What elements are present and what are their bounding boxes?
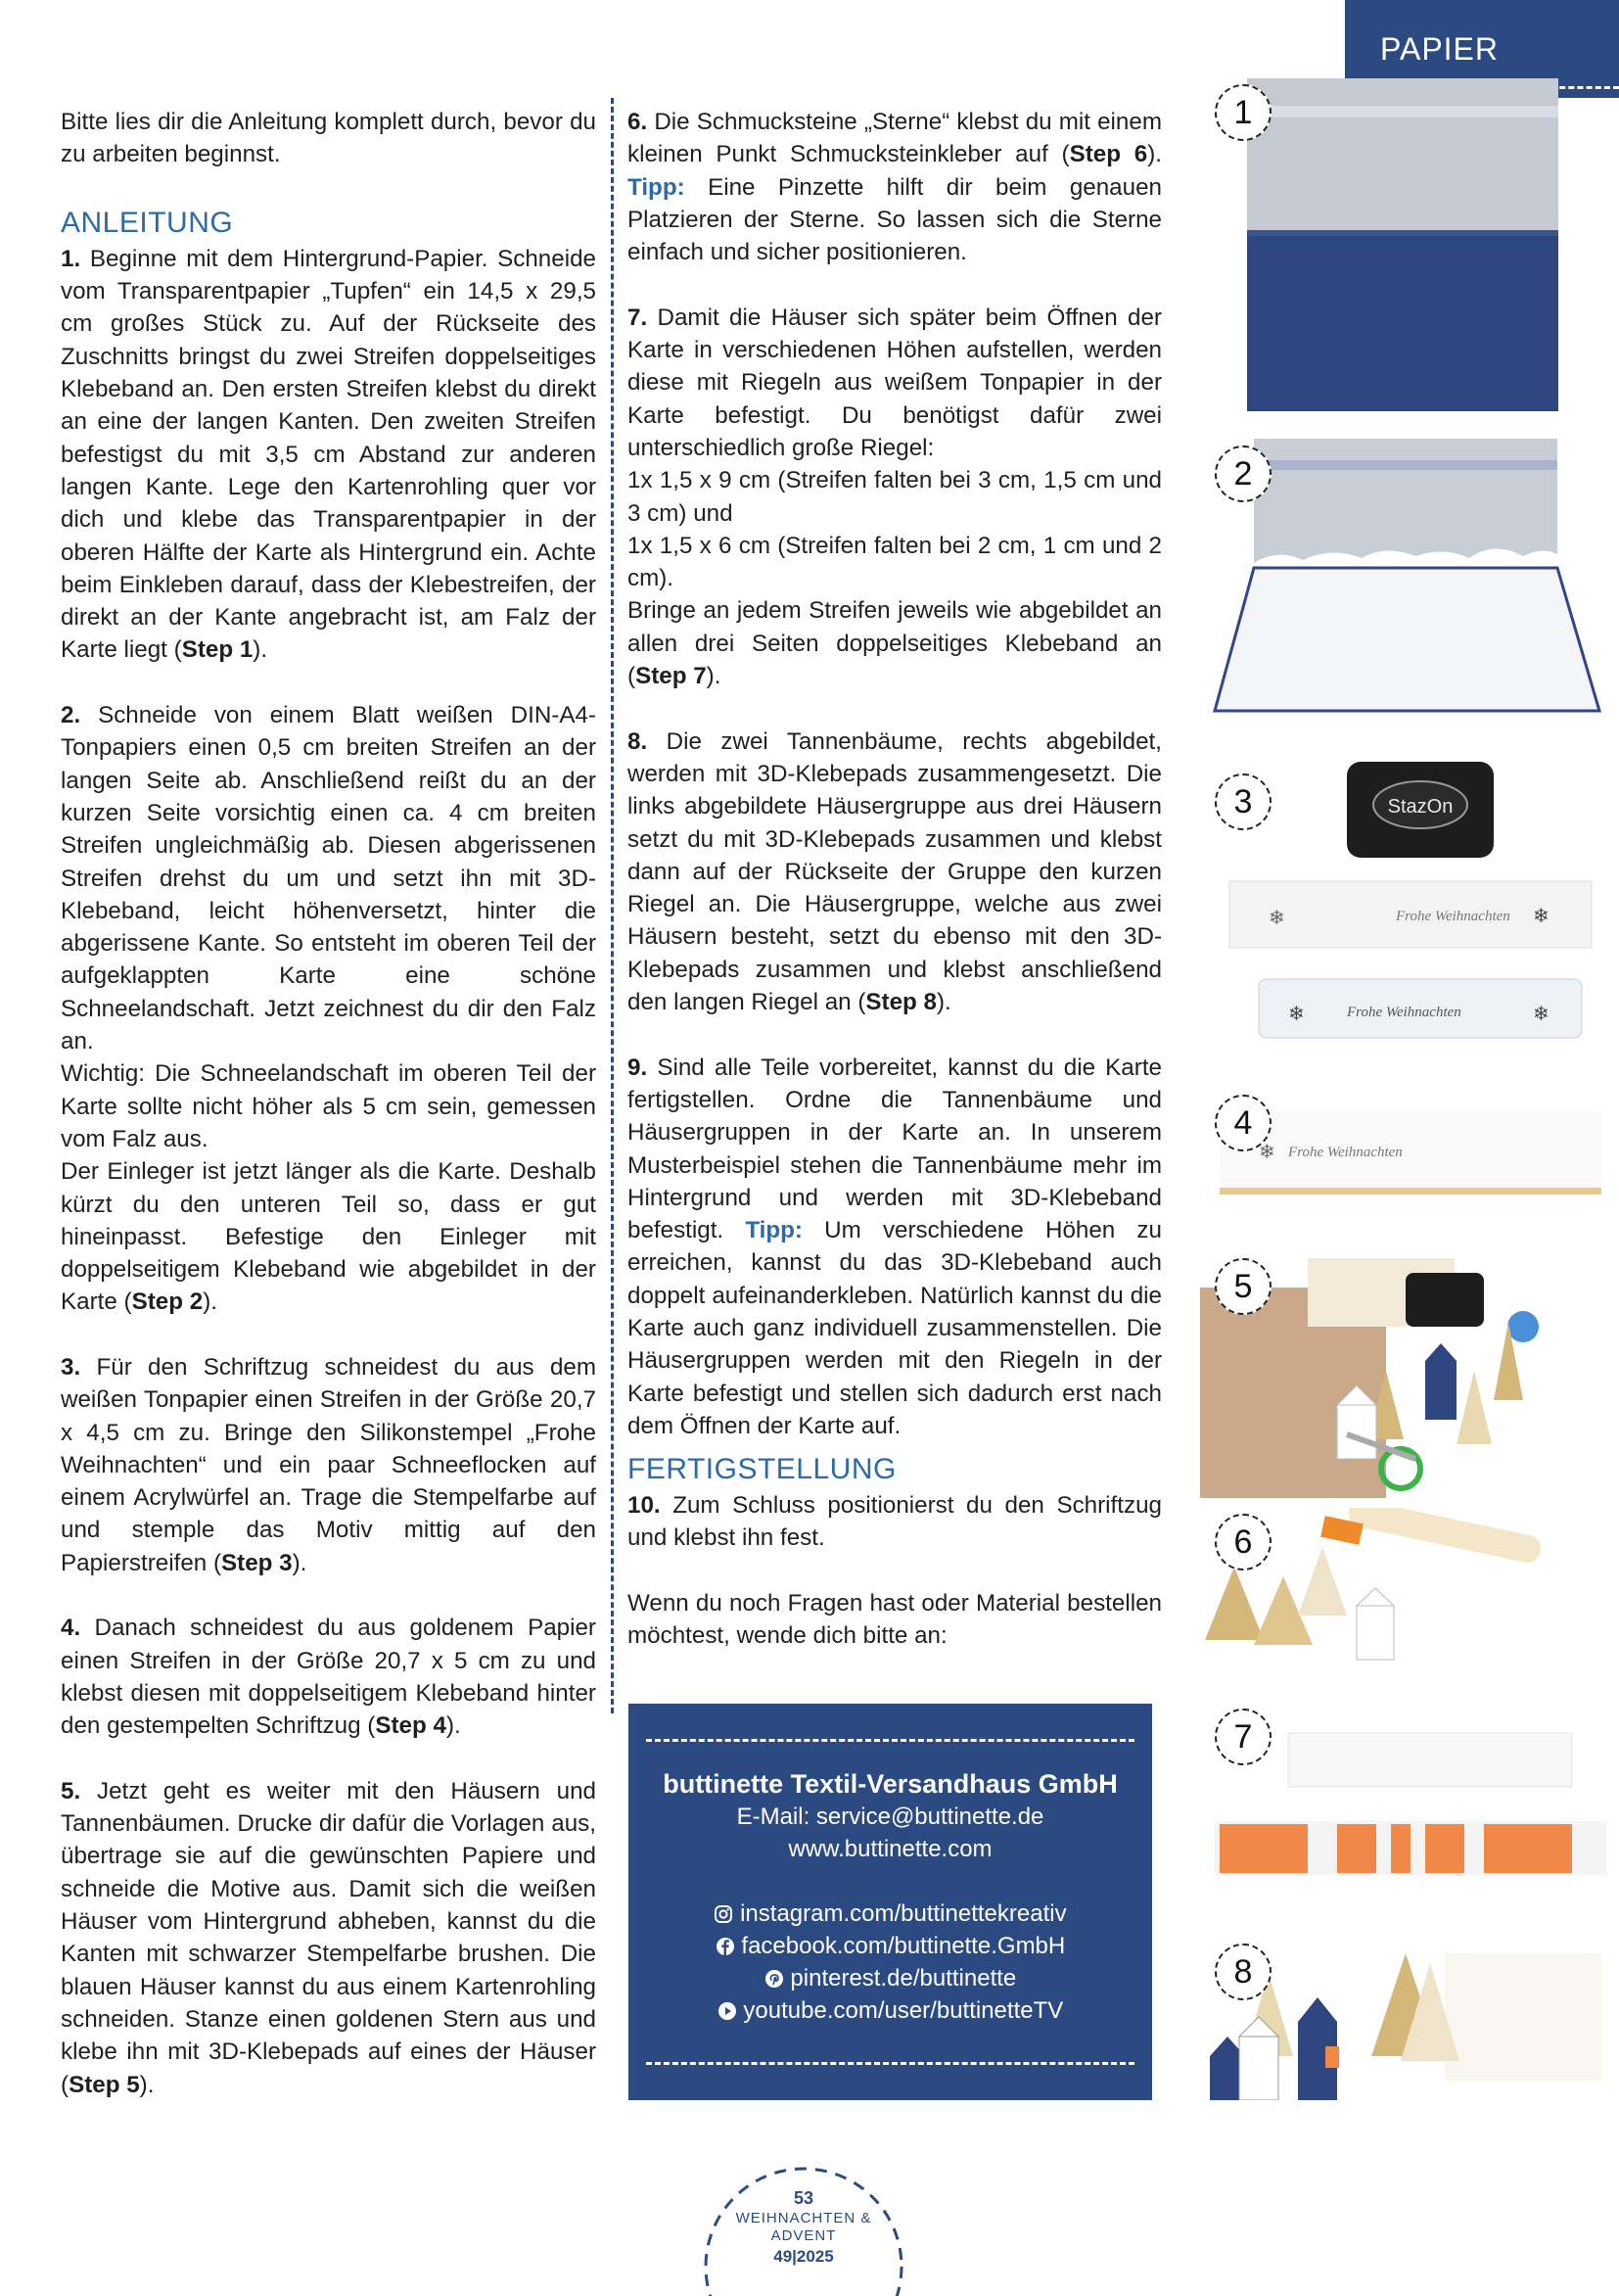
step-2-text-end: Der Einleger ist jetzt länger als die Karte. Deshalb kürzt du den unteren Teil so, dass er gut hineinpasst. Befestige den Einleger mit doppelseitigem Klebeband wie abgebildet in der Karte (Step 2). [61, 1158, 596, 1316]
pinterest-icon [764, 1969, 784, 1989]
step-badge: 5 [1215, 1258, 1272, 1315]
svg-text:❄: ❄ [1288, 1004, 1305, 1025]
contact-company: buttinette Textil-Versandhaus GmbH [663, 1769, 1118, 1799]
step-5-text: 5. Jetzt geht es weiter mit den Häusern und Tannenbäumen. Drucke dir dafür die Vorlagen aus, übertrage sie auf die gewünschten Papiere und schneide die Motive aus. Damit sich die weißen Häuser vom Hintergrund abheben, kannst du die Kanten mit schwarzer Stempelfarbe brushen. Die blauen Häuser kannst du aus einem Kartenrohling schneiden. Stanze einen goldenen Stern aus und klebe ihn mit 3D-Klebepads auf eines der Häuser (Step 5). [61, 1777, 596, 2098]
contact-pinterest[interactable]: pinterest.de/buttinette [628, 1962, 1152, 1994]
magazine-title-line2: ADVENT [770, 2227, 837, 2244]
step-badge: 3 [1215, 773, 1272, 830]
ink-brand-label: StazOn [1387, 796, 1454, 818]
step-1-text: 1. Beginne mit dem Hintergrund-Papier. Schneide vom Transparentpapier „Tupfen“ ein 14,5 x 29,5 cm großes Stück zu. Auf der Rückseite des Zuschnitts bringst du zwei Streifen doppelseitiges Klebeband an. Den ersten Streifen klebst du direkt an eine der langen Kanten. Den zweiten Streifen befestigst du mit 3,5 cm Abstand zur anderen langen Kante. Lege den Kartenrohling quer vor dich und klebe das Transparentpapier in der oberen Hälfte der Karte als Hintergrund ein. Achte beim Einkleben darauf, dass der Klebestreifen, der direkt an der Kante angebracht ist, am Falz der Karte liegt (Step 1). [61, 245, 596, 664]
step-1-photo [1200, 69, 1611, 416]
contact-intro: Wenn du noch Fragen hast oder Material bestellen möchtest, wende dich bitte an: [627, 1590, 1162, 1650]
stamp-text-2: Frohe Weihnachten [1347, 1005, 1461, 1020]
step-4-photo [1200, 1092, 1611, 1199]
step-badge: 2 [1215, 445, 1272, 502]
contact-email[interactable]: E-Mail: service@buttinette.de [736, 1804, 1044, 1830]
svg-text:❄: ❄ [1259, 1142, 1275, 1163]
step-7-line-2: 1x 1,5 x 6 cm (Streifen falten bei 2 cm, 1 cm und 2 cm). [627, 532, 1162, 592]
left-column [61, 106, 596, 2101]
step-2-photo [1200, 431, 1611, 725]
svg-text:❄: ❄ [1533, 906, 1550, 927]
page-footer [697, 2149, 910, 2296]
step-9-text: 9. Sind alle Teile vorbereitet, kannst du die Karte fertigstellen. Ordne die Tannenbäume und Häusergruppen in der Karte an. In unserem Musterbeispiel stehen die Tannenbäume mehr im Hintergrund und werden mit 3D-Klebeband befestigt. Tipp: Um verschiedene Höhen zu erreichen, kannst du das 3D-Klebeband auch doppelt aufeinanderkleben. Natürlich kannst du die Karte auch ganz individuell zusammenstellen. Die Häusergruppen werden mit den Riegeln in der Karte befestigt und stellen sich dadurch erst nach dem Öffnen der Karte auf. [627, 1054, 1162, 1439]
step-badge: 8 [1215, 1944, 1272, 2000]
issue-number: 49|2025 [773, 2247, 834, 2266]
finishing-heading: FERTIGSTELLUNG [627, 1453, 897, 1486]
svg-text:❄: ❄ [1533, 1004, 1550, 1025]
magazine-title-line1: WEIHNACHTEN & [735, 2210, 872, 2226]
step-7-text-end: Bringe an jedem Streifen jeweils wie abgebildet an allen drei Seiten doppelseitiges Klebeband an (Step 7). [627, 597, 1162, 690]
step-2-note: Wichtig: Die Schneelandschaft im oberen Teil der Karte sollte nicht höher als 5 cm sein, gemessen vom Falz aus. [61, 1060, 596, 1152]
step-badge: 7 [1215, 1709, 1272, 1765]
stamp-text-1: Frohe Weihnachten [1396, 909, 1510, 924]
step-6-photo [1200, 1508, 1611, 1674]
page-number: 53 [793, 2188, 814, 2208]
instructions-heading: ANLEITUNG [61, 206, 234, 239]
contact-dash-top [646, 1739, 1134, 1742]
contact-dash-bottom [646, 2062, 1134, 2065]
contact-box [628, 1704, 1152, 2100]
contact-facebook[interactable]: facebook.com/buttinette.GmbH [628, 1930, 1152, 1962]
step-4-text: 4. Danach schneidest du aus goldenem Papier einen Streifen in der Größe 20,7 x 5 cm zu und klebst diesen mit doppelseitigem Klebeband hinter den gestempelten Schriftzug (Step 4). [61, 1615, 596, 1740]
step-2-text: 2. Schneide von einem Blatt weißen DIN-A4-Tonpapiers einen 0,5 cm breiten Streifen an der langen Seite ab. Anschließend reißt du an der kurzen Seite vorsichtig einen ca. 4 cm breiten Streifen ungleichmäßig ab. Diesen abgerissenen Streifen drehst du um und setzt ihn mit 3D-Klebeband, leicht höhenversetzt, hinter die abgerissene Kante. So entsteht im oberen Teil der aufgeklappten Karte eine schöne Schneelandschaft. Jetzt zeichnest du dir den Falz an. [61, 702, 596, 1055]
step-7-line-1: 1x 1,5 x 9 cm (Streifen falten bei 3 cm, 1,5 cm und 3 cm) und [627, 467, 1162, 527]
step-5-photo [1200, 1253, 1611, 1508]
step-10-text: 10. Zum Schluss positionierst du den Schriftzug und klebst ihn fest. [627, 1492, 1162, 1552]
step-8-text: 8. Die zwei Tannenbäume, rechts abgebildet, werden mit 3D-Klebepads zusammengesetzt. Die links abgebildete Häusergruppe aus drei Häusern setzt du mit 3D-Klebepads zusammen und klebst dann auf der Rückseite der Gruppe den kurzen Riegel an. Die Häusergruppe, welche aus zwei Häusern besteht, setzt du ebenso mit den 3D-Klebepads zusammen und klebst anschließend den langen Riegel an (Step 8). [627, 727, 1162, 1016]
youtube-icon [717, 2001, 737, 2021]
step-3-photo [1200, 744, 1611, 1077]
contact-youtube[interactable]: youtube.com/user/buttinetteTV [628, 1994, 1152, 2027]
section-label: PAPIER [1380, 31, 1499, 67]
step-8-photo [1200, 1939, 1611, 2100]
step-badge: 4 [1215, 1095, 1272, 1151]
middle-column [627, 106, 1162, 1653]
step-badge: 1 [1215, 84, 1272, 141]
contact-instagram[interactable]: instagram.com/buttinettekreativ [628, 1898, 1152, 1930]
step-7-text: 7. Damit die Häuser sich später beim Öffnen der Karte in verschiedenen Höhen aufstellen, werden diese mit Riegeln aus weißem Tonpapier in der Karte befestigt. Du benötigst dafür zwei unterschiedlich große Riegel: [627, 304, 1162, 461]
step-6-text: 6. Die Schmucksteine „Sterne“ klebst du mit einem kleinen Punkt Schmucksteinkleber auf (Step 6). Tipp: Eine Pinzette hilft dir beim genauen Platzieren der Sterne. So lassen sich die Sterne einfach und sicher positionieren. [627, 109, 1163, 266]
stamp-text-3: Frohe Weihnachten [1288, 1145, 1403, 1160]
svg-text:❄: ❄ [1269, 908, 1285, 929]
step-badge: 6 [1215, 1514, 1272, 1570]
step-3-text: 3. Für den Schriftzug schneidest du aus dem weißen Tonpapier einen Streifen in der Größe 20,7 x 4,5 cm zu. Bringe den Silikonstempel „Frohe Weihnachten“ und ein paar Schneeflocken auf einem Acrylwürfel an. Trage die Stempelfarbe auf und stemple das Motiv mittig auf den Papierstreifen (Step 3). [61, 1353, 596, 1576]
step-7-photo [1200, 1704, 1611, 1880]
facebook-icon [716, 1937, 735, 1956]
instagram-icon [714, 1904, 733, 1924]
column-divider [611, 98, 614, 1713]
contact-website[interactable]: www.buttinette.com [788, 1836, 993, 1862]
intro-text: Bitte lies dir die Anleitung komplett durch, bevor du zu arbeiten beginnst. [61, 109, 596, 168]
